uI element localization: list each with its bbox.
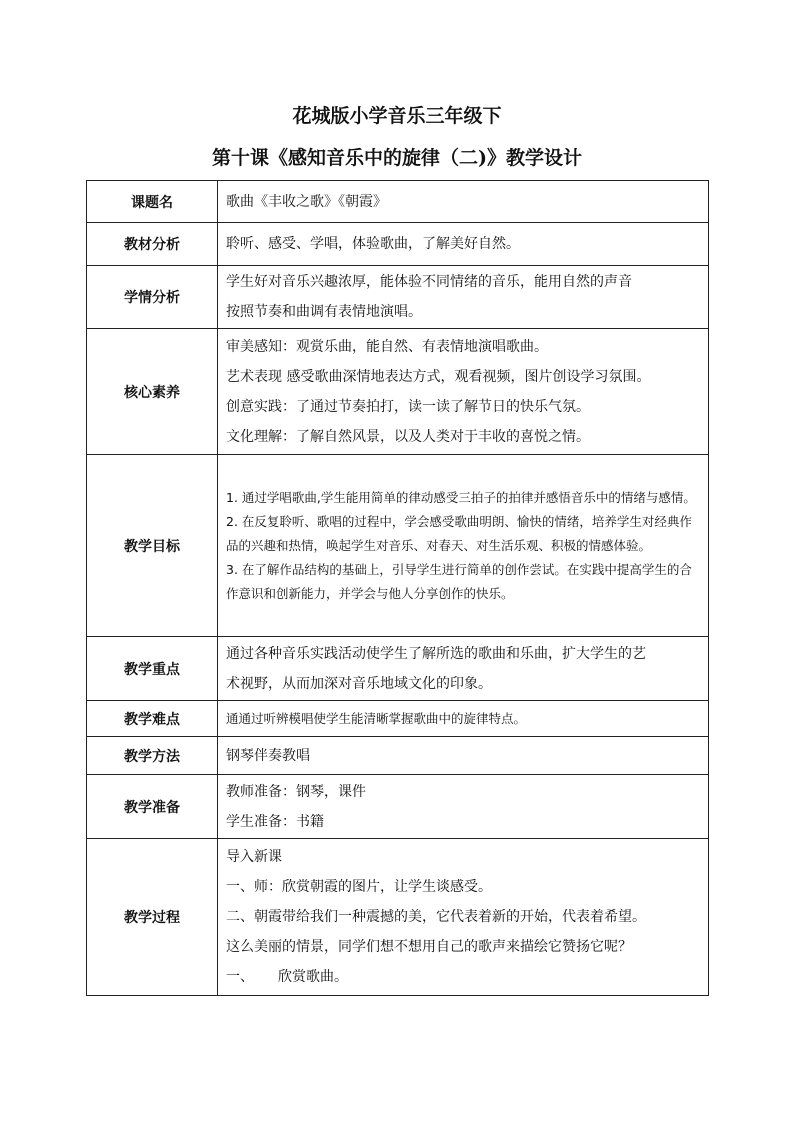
content-material <box>218 223 709 266</box>
table-row-key-points <box>87 637 709 701</box>
content-goals <box>218 455 709 637</box>
lesson-plan-table <box>86 180 709 996</box>
content-line: 3. 在了解作品结构的基础上，引导学生进行简单的创作尝试。在实践中提高学生的合作意识和创新能力，并学会与他人分享创作的快乐。 <box>226 561 692 601</box>
label-key-points: 教学重点 <box>87 637 218 701</box>
content-difficulties <box>218 701 709 737</box>
content-line: 一、师：欣赏朝霞的图片，让学生谈感受。 <box>226 879 492 895</box>
table-row-topic <box>87 181 709 223</box>
document-title-line1: 花城版小学音乐三年级下 <box>292 105 502 127</box>
content-line: 按照节奏和曲调有表情地演唱。 <box>226 304 422 320</box>
content-line: 文化理解：了解自然风景，以及人类对于丰收的喜悦之情。 <box>226 428 590 445</box>
table-row-preparation <box>87 775 709 839</box>
list-text: 欣赏歌曲。 <box>278 969 348 985</box>
label-preparation: 教学准备 <box>87 775 218 839</box>
label-process: 教学过程 <box>87 839 218 996</box>
content-process <box>218 839 709 996</box>
table-row-literacy <box>87 329 709 455</box>
content-line: 歌曲《丰收之歌》《朝霞》 <box>226 193 387 210</box>
document-title-line2: 第十课《感知音乐中的旋律（二)》教学设计 <box>212 147 582 169</box>
content-line: 导入新课 <box>226 849 282 865</box>
label-topic: 课题名 <box>87 181 218 223</box>
content-line: 学生好对音乐兴趣浓厚，能体验不同情绪的音乐，能用自然的声音 <box>226 274 632 290</box>
content-line: 通通过听辨模唱使学生能清晰掌握歌曲中的旋律特点。 <box>226 710 527 726</box>
table-row-difficulties <box>87 701 709 737</box>
content-line: 通过各种音乐实践活动使学生了解所选的歌曲和乐曲，扩大学生的艺 <box>226 645 646 662</box>
label-goals: 教学目标 <box>87 455 218 637</box>
content-students <box>218 266 709 329</box>
content-preparation <box>218 775 709 839</box>
content-line: 教师准备：钢琴，课件 <box>226 783 366 800</box>
list-marker: 一、 <box>226 969 254 985</box>
label-methods: 教学方法 <box>87 737 218 775</box>
content-line: 钢琴伴奏教唱 <box>226 747 310 764</box>
label-material: 教材分析 <box>87 223 218 266</box>
label-literacy: 核心素养 <box>87 329 218 455</box>
content-line: 二、朝霞带给我们一种震撼的美，它代表着新的开始，代表着希望。 <box>226 909 646 925</box>
content-line: 这么美丽的情景，同学们想不想用自己的歌声来描绘它赞扬它呢？ <box>226 939 632 955</box>
table-row-methods <box>87 737 709 775</box>
content-line: 审美感知：观赏乐曲，能自然、有表情地演唱歌曲。 <box>226 338 548 355</box>
label-difficulties: 教学难点 <box>87 701 218 737</box>
table-row-goals <box>87 455 709 637</box>
table-row-process <box>87 839 709 996</box>
label-students: 学情分析 <box>87 266 218 329</box>
content-line: 学生准备：书籍 <box>226 813 324 830</box>
content-line: 艺术表现 感受歌曲深情地表达方式，观看视频，图片创设学习氛围。 <box>226 368 651 385</box>
content-methods <box>218 737 709 775</box>
content-line: 聆听、感受、学唱，体验歌曲，了解美好自然。 <box>226 236 520 252</box>
content-line-list-item <box>226 962 700 992</box>
content-line: 2. 在反复聆听、歌唱的过程中，学会感受歌曲明朗、愉快的情绪，培养学生对经典作品的兴趣和热情，唤起学生对音乐、对春天、对生活乐观、积极的情感体验。 <box>226 513 692 553</box>
content-literacy <box>218 329 709 455</box>
content-line: 术视野，从而加深对音乐地域文化的印象。 <box>226 675 492 692</box>
table-row-students <box>87 266 709 329</box>
content-key-points <box>218 637 709 701</box>
content-line: 1. 通过学唱歌曲,学生能用简单的律动感受三拍子的拍律并感悟音乐中的情绪与感情。 <box>226 489 696 505</box>
table-row-material <box>87 223 709 266</box>
content-line: 创意实践：了通过节奏拍打，读一读了解节日的快乐气氛。 <box>226 398 590 415</box>
content-topic <box>218 181 709 223</box>
